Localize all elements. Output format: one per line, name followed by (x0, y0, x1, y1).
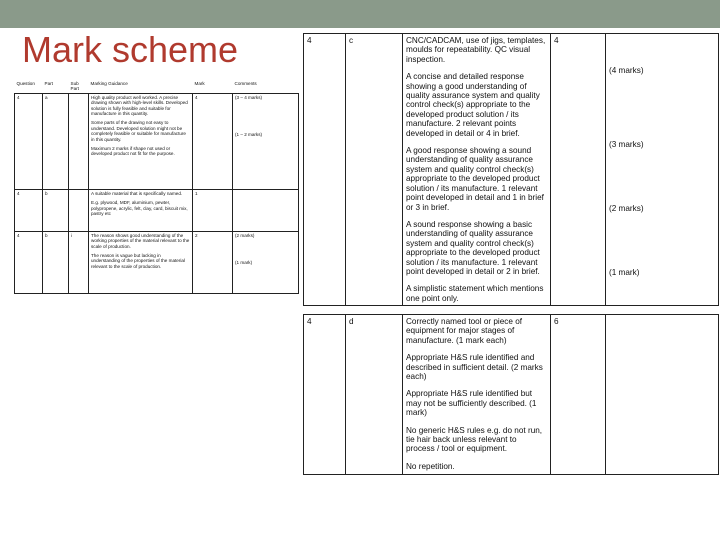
guidance-text: Appropriate H&S rule identified and described in sufficient detail. (2 marks each) (406, 353, 543, 382)
header-question: Question (15, 80, 43, 93)
header-marking-guidance: Marking Guidance (89, 80, 193, 93)
cell-question: 4 (15, 189, 43, 231)
slide-title: Mark scheme (22, 29, 239, 70)
header-mark: Mark (193, 80, 233, 93)
guidance-text: Some parts of the drawing not easy to understand. Developed solution might not be completely feasible or suitable for manufacture in this quantity. (91, 120, 186, 142)
guidance-text: Correctly named tool or piece of equipment for major stages of manufacture. (1 mark each) (406, 317, 523, 345)
guidance-text: No repetition. (406, 461, 455, 471)
cell-part: d (346, 315, 403, 475)
guidance-text: The reason is vague but lacking in understanding of the properties of the material relevant to the scale of production. (91, 253, 185, 269)
guidance-text: High quality product well worked. A precise drawing shown with high-level skills. Developed solution is fully feasible and suitable for manufacture in this quantity. (91, 94, 188, 117)
table-header-row (15, 80, 299, 93)
right-mark-scheme-table-d (303, 314, 719, 475)
top-banner (0, 0, 720, 28)
guidance-text: A good response showing a sound understanding of quality assurance system and quality control check(s) appropriate to the developed product solution / its manufacture. 1 relevant point developed in detail and 1 in brief or 3 in brief. (406, 146, 544, 212)
cell-comments (606, 315, 719, 475)
cell-sub-part: i (69, 231, 89, 293)
comment-text: (2 marks) (609, 204, 644, 213)
comment-text: (3 marks) (609, 140, 644, 149)
cell-comments (233, 189, 299, 231)
left-mark-scheme-table (14, 80, 299, 294)
right-mark-scheme-table-c (303, 33, 719, 306)
cell-question: 4 (15, 93, 43, 189)
header-comments: Comments (233, 80, 299, 93)
table-row (15, 93, 299, 189)
cell-comments (606, 34, 719, 306)
cell-question: 4 (15, 231, 43, 293)
cell-question: 4 (304, 315, 346, 475)
comment-text: (2 marks) (235, 232, 255, 238)
cell-guidance (89, 189, 193, 231)
comment-text: (1 mark) (235, 260, 253, 266)
guidance-text: A concise and detailed response showing a good understanding of quality assurance system and quality control check(s) appropriate to the developed product solution / its manufacture. 2 relevant points developed in detail or 4 in brief. (406, 72, 540, 138)
guidance-text: E.g. plywood, MDF, aluminium, pewter, polypropene, acrylic, felt, clay, card, biscuit mix, pastry etc (91, 200, 188, 217)
comment-text: (4 marks) (609, 66, 644, 75)
cell-guidance (89, 231, 193, 293)
cell-mark: 6 (551, 315, 606, 475)
guidance-text: The reason shows good understanding of the working properties of the material relevant to the scale of production. (91, 232, 190, 249)
table-row (304, 34, 719, 306)
cell-mark: 4 (193, 93, 233, 189)
table-row (304, 315, 719, 475)
guidance-text: No generic H&S rules e.g. do not run, tie hair back unless relevant to process / tool or equipment. (406, 425, 543, 454)
comment-text: (3 – 4 marks) (235, 94, 263, 100)
cell-comments (233, 231, 299, 293)
guidance-text: A suitable material that is specifically named. (91, 190, 183, 196)
cell-part: b (43, 231, 69, 293)
cell-part: b (43, 189, 69, 231)
cell-guidance (89, 93, 193, 189)
cell-mark: 1 (193, 189, 233, 231)
cell-sub-part (69, 189, 89, 231)
cell-part: a (43, 93, 69, 189)
guidance-text: Appropriate H&S rule identified but may not be sufficiently described. (1 mark) (406, 389, 537, 418)
comment-text: (1 – 2 marks) (235, 132, 263, 138)
cell-part: c (346, 34, 403, 306)
table-row (15, 231, 299, 293)
cell-mark: 4 (551, 34, 606, 306)
guidance-text: A simplistic statement which mentions one point only. (406, 284, 544, 303)
guidance-text: CNC/CADCAM, use of jigs, templates, moulds for repeatability. QC visual inspection. (406, 36, 546, 64)
cell-comments (233, 93, 299, 189)
header-sub-part: Sub Part (69, 80, 89, 93)
cell-sub-part (69, 93, 89, 189)
comment-text: (1 mark) (609, 268, 640, 277)
guidance-text: A sound response showing a basic understanding of quality assurance system and quality control check(s) appropriate to the developed product solution / its manufacture. 1 relevant point developed in detail or 2 in brief. (406, 219, 540, 276)
cell-guidance (403, 315, 551, 475)
cell-question: 4 (304, 34, 346, 306)
guidance-text: Maximum 2 marks if shape not used or developed product not fit for the purpose. (91, 146, 175, 157)
header-part: Part (43, 80, 69, 93)
cell-mark: 2 (193, 231, 233, 293)
table-row (15, 189, 299, 231)
cell-guidance (403, 34, 551, 306)
